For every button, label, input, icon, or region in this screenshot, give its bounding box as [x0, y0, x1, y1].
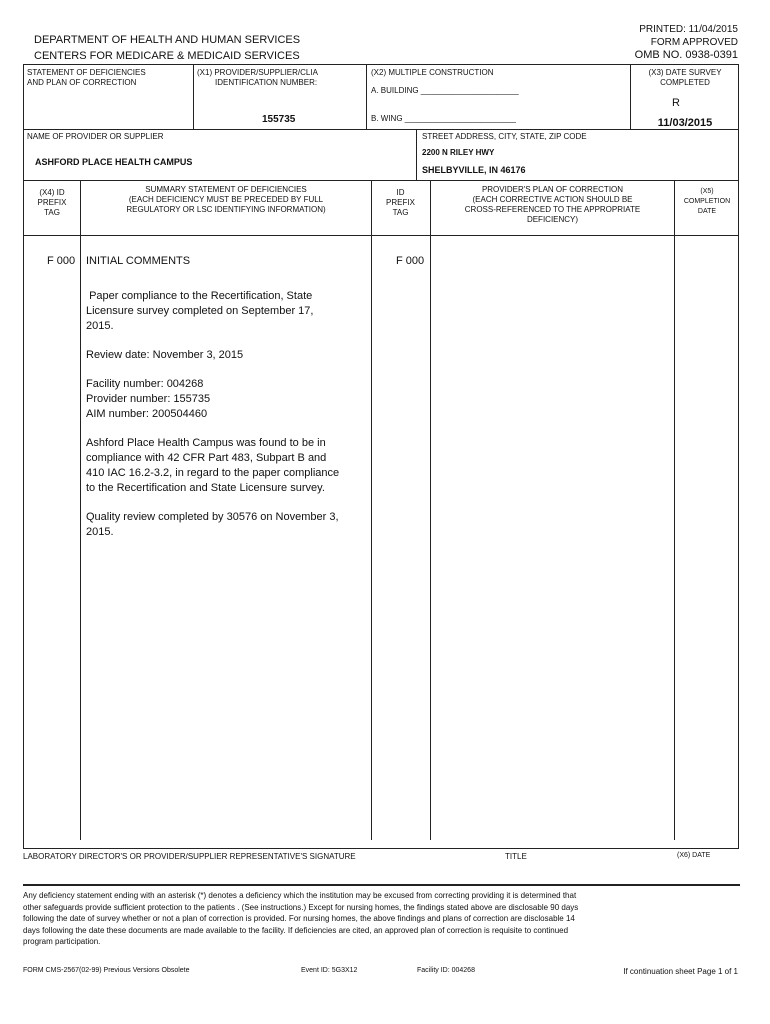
address-label: STREET ADDRESS, CITY, STATE, ZIP CODE — [422, 132, 587, 141]
facility-number: Facility number: 004268 — [86, 378, 204, 390]
divider — [23, 180, 739, 181]
form-approved: FORM APPROVED — [650, 37, 738, 48]
survey-date: 11/03/2015 — [657, 117, 713, 129]
divider — [416, 129, 417, 181]
provider-name-label: NAME OF PROVIDER OR SUPPLIER — [27, 132, 164, 141]
title-label: TITLE — [505, 852, 527, 861]
x4-header — [24, 188, 80, 218]
divider — [23, 235, 739, 236]
x4-header-line: PREFIX — [37, 198, 67, 207]
x3-label — [631, 68, 739, 88]
column-divider — [80, 180, 81, 840]
summary-header-line: SUMMARY STATEMENT OF DEFICIENCIES — [145, 185, 307, 194]
disclaimer-line: other safeguards provide sufficient protection to the patients . (See instructions.) Except for nursing homes, the findings stated above are disclosable 90 days — [23, 902, 579, 912]
aim-number: AIM number: 200504460 — [86, 408, 208, 420]
column-divider — [371, 180, 372, 840]
address-line-2: SHELBYVILLE, IN 46176 — [422, 165, 526, 175]
tag-left: F 000 — [47, 255, 76, 267]
plan-header-line: PROVIDER'S PLAN OF CORRECTION — [481, 185, 624, 194]
provider-id-number: 155735 — [262, 114, 296, 125]
form-id: FORM CMS-2567(02-99) Previous Versions Obsolete — [23, 967, 190, 974]
provider-number: Provider number: 155735 — [86, 393, 211, 405]
entry-paragraph: Quality review completed by 30576 on November 3, 2015. — [86, 511, 339, 538]
address-line-1: 2200 N RILEY HWY — [422, 148, 495, 157]
x3-label-line: COMPLETED — [660, 78, 710, 87]
x5-header-line: COMPLETION — [683, 198, 731, 205]
entry-paragraph: Ashford Place Health Campus was found to be in compliance with 42 CFR Part 483, Subpart B and 410 IAC 16.2-3.2, in regard to the paper compliance to the Recertification and State Licensure survey. — [86, 437, 340, 494]
statement-label-line: STATEMENT OF DEFICIENCIES — [27, 68, 146, 77]
x5-header-line: (X5) — [700, 188, 714, 195]
x4-header-line: (X4) ID — [39, 188, 65, 197]
x1-label-line: (X1) PROVIDER/SUPPLIER/CLIA — [197, 68, 318, 77]
entry-heading: INITIAL COMMENTS — [86, 255, 191, 267]
x4-header-line: TAG — [44, 208, 60, 217]
x3-flag: R — [672, 97, 680, 109]
continuation-note: If continuation sheet Page 1 of 1 — [623, 967, 738, 976]
x1-label — [197, 68, 318, 88]
disclaimer-line: Any deficiency statement ending with an asterisk (*) denotes a deficiency which the institution may be excused from correcting providing it is determined that — [23, 891, 577, 900]
entry-paragraph: Review date: November 3, 2015 — [86, 349, 244, 361]
provider-name: ASHFORD PLACE HEALTH CAMPUS — [35, 157, 193, 167]
disclaimer-line: days following the date these documents are made available to the facility. If deficiencies are cited, an approved plan of correction is requisite to continued — [23, 925, 569, 935]
x2-wing: B. WING _________________________ — [371, 114, 517, 123]
column-divider — [430, 180, 431, 840]
tag-right: F 000 — [396, 255, 425, 267]
summary-header — [81, 185, 371, 215]
date-label: (X6) DATE — [677, 852, 711, 859]
entry-paragraph: Paper compliance to the Recertification, State Licensure survey completed on September 17, 2015. — [86, 290, 317, 332]
printed-date: PRINTED: 11/04/2015 — [639, 24, 738, 35]
plan-header-line: (EACH CORRECTIVE ACTION SHOULD BE — [472, 195, 633, 204]
x5-header — [675, 187, 739, 217]
cms-title: CENTERS FOR MEDICARE & MEDICAID SERVICES — [34, 50, 300, 62]
facility-id: Facility ID: 004268 — [417, 967, 475, 974]
event-id: Event ID: 5G3X12 — [301, 967, 358, 974]
department-title: DEPARTMENT OF HEALTH AND HUMAN SERVICES — [34, 34, 301, 46]
signature-label: LABORATORY DIRECTOR'S OR PROVIDER/SUPPLIER REPRESENTATIVE'S SIGNATURE — [23, 852, 356, 861]
plan-header-line: CROSS-REFERENCED TO THE APPROPRIATE — [464, 205, 641, 214]
id-header-line: ID — [396, 188, 405, 197]
disclaimer-line: following the date of survey whether or not a plan of correction is provided. For nursing homes, the above findings and plans of correction are disclosable 14 — [23, 914, 575, 923]
x2-building: A. BUILDING ______________________ — [371, 86, 519, 95]
statement-label-line: AND PLAN OF CORRECTION — [27, 78, 137, 87]
id-header — [371, 188, 430, 218]
divider — [23, 884, 740, 886]
divider — [23, 129, 739, 130]
divider — [193, 64, 194, 130]
disclaimer-line: program participation. — [23, 937, 101, 946]
entry-id-block — [86, 377, 344, 422]
summary-header-line: REGULATORY OR LSC IDENTIFYING INFORMATION) — [126, 205, 326, 214]
x5-header-line: DATE — [697, 208, 717, 215]
x2-label: (X2) MULTIPLE CONSTRUCTION — [371, 68, 494, 77]
plan-header — [431, 185, 674, 225]
divider — [366, 64, 367, 130]
disclaimer — [23, 890, 578, 948]
id-header-line: PREFIX — [386, 198, 415, 207]
statement-label — [27, 68, 146, 88]
column-divider — [674, 180, 675, 840]
entry-body — [86, 289, 344, 554]
x1-label-line: IDENTIFICATION NUMBER: — [215, 78, 318, 87]
header — [0, 0, 770, 64]
plan-header-line: DEFICIENCY) — [526, 215, 579, 224]
id-header-line: TAG — [392, 208, 409, 217]
x3-label-line: (X3) DATE SURVEY — [648, 68, 722, 77]
summary-header-line: (EACH DEFICIENCY MUST BE PRECEDED BY FULL — [128, 195, 324, 204]
omb-number: OMB NO. 0938-0391 — [634, 49, 738, 61]
